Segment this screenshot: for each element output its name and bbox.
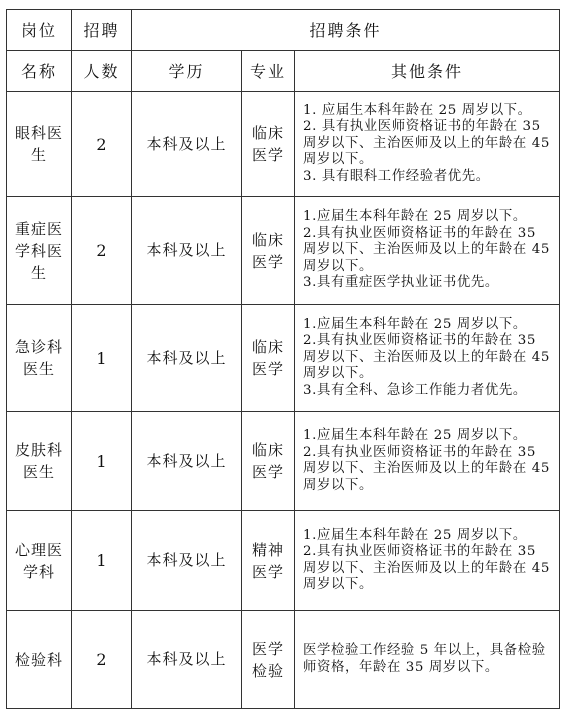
other-conditions-cell (295, 412, 560, 511)
position-cell: 皮肤科医生 (7, 412, 72, 511)
other-conditions-cell (295, 92, 560, 197)
other-conditions-cell (295, 197, 560, 305)
major-cell: 临床医学 (242, 412, 295, 511)
condition-item: 1.应届生本科年龄在 25 周岁以下。 (303, 209, 527, 225)
other-conditions-cell (295, 511, 560, 611)
condition-item: 2. 具有执业医师资格证书的年龄在 35 周岁以下、主治医师及以上的年龄在 45 周岁以下。 (303, 119, 550, 168)
count-cell: 1 (72, 305, 132, 412)
header-other: 其他条件 (295, 51, 560, 92)
other-conditions-cell (295, 305, 560, 412)
count-cell: 1 (72, 412, 132, 511)
position-cell: 检验科 (7, 611, 72, 709)
position-cell: 眼科医生 (7, 92, 72, 197)
count-cell: 1 (72, 511, 132, 611)
condition-item: 1.应届生本科年龄在 25 周岁以下。 (303, 527, 527, 543)
position-cell: 急诊科医生 (7, 305, 72, 412)
header-count-line1: 招聘 (72, 10, 132, 51)
count-cell: 2 (72, 197, 132, 305)
condition-item: 2.具有执业医师资格证书的年龄在 35 周岁以下、主治医师及以上的年龄在 45 周岁以下。 (303, 544, 550, 592)
header-conditions: 招聘条件 (132, 10, 560, 51)
table-row (7, 92, 560, 197)
condition-item: 3.具有重症医学执业证书优先。 (303, 275, 499, 291)
condition-item: 2.具有执业医师资格证书的年龄在 35 周岁以下、主治医师及以上的年龄在 45 周岁以下。 (303, 444, 550, 493)
header-education: 学历 (132, 51, 242, 92)
table-row (7, 412, 560, 511)
major-cell: 临床医学 (242, 92, 295, 197)
other-conditions-cell (295, 611, 560, 709)
education-cell: 本科及以上 (132, 511, 242, 611)
count-cell: 2 (72, 92, 132, 197)
major-cell: 临床医学 (242, 305, 295, 412)
count-cell: 2 (72, 611, 132, 709)
condition-item: 1. 应届生本科年龄在 25 周岁以下。 (303, 102, 532, 118)
recruitment-table (6, 9, 560, 709)
header-position-line2: 名称 (7, 51, 72, 92)
position-cell: 重症医学科医生 (7, 197, 72, 305)
condition-item: 1.应届生本科年龄在 25 周岁以下。 (303, 316, 527, 332)
header-major: 专业 (242, 51, 295, 92)
education-cell: 本科及以上 (132, 412, 242, 511)
header-count-line2: 人数 (72, 51, 132, 92)
table-row (7, 305, 560, 412)
education-cell: 本科及以上 (132, 197, 242, 305)
major-cell: 临床医学 (242, 197, 295, 305)
table-row (7, 611, 560, 709)
table-row (7, 511, 560, 611)
position-cell: 心理医学科 (7, 511, 72, 611)
education-cell: 本科及以上 (132, 305, 242, 412)
condition-item: 2.具有执业医师资格证书的年龄在 35 周岁以下、主治医师及以上的年龄在 45 周岁以下。 (303, 225, 550, 274)
table-row (7, 197, 560, 305)
condition-item: 3. 具有眼科工作经验者优先。 (303, 168, 490, 184)
header-position-line1: 岗位 (7, 10, 72, 51)
education-cell: 本科及以上 (132, 611, 242, 709)
condition-item: 1.应届生本科年龄在 25 周岁以下。 (303, 428, 527, 443)
major-cell: 医学检验 (242, 611, 295, 709)
major-cell: 精神医学 (242, 511, 295, 611)
condition-item: 2.具有执业医师资格证书的年龄在 35 周岁以下、主治医师及以上的年龄在 45 周岁以下。 (303, 333, 550, 382)
education-cell: 本科及以上 (132, 92, 242, 197)
condition-item: 医学检验工作经验 5 年以上，具备检验师资格，年龄在 35 周岁以下。 (303, 643, 546, 675)
condition-item: 3.具有全科、急诊工作能力者优先。 (303, 382, 527, 398)
